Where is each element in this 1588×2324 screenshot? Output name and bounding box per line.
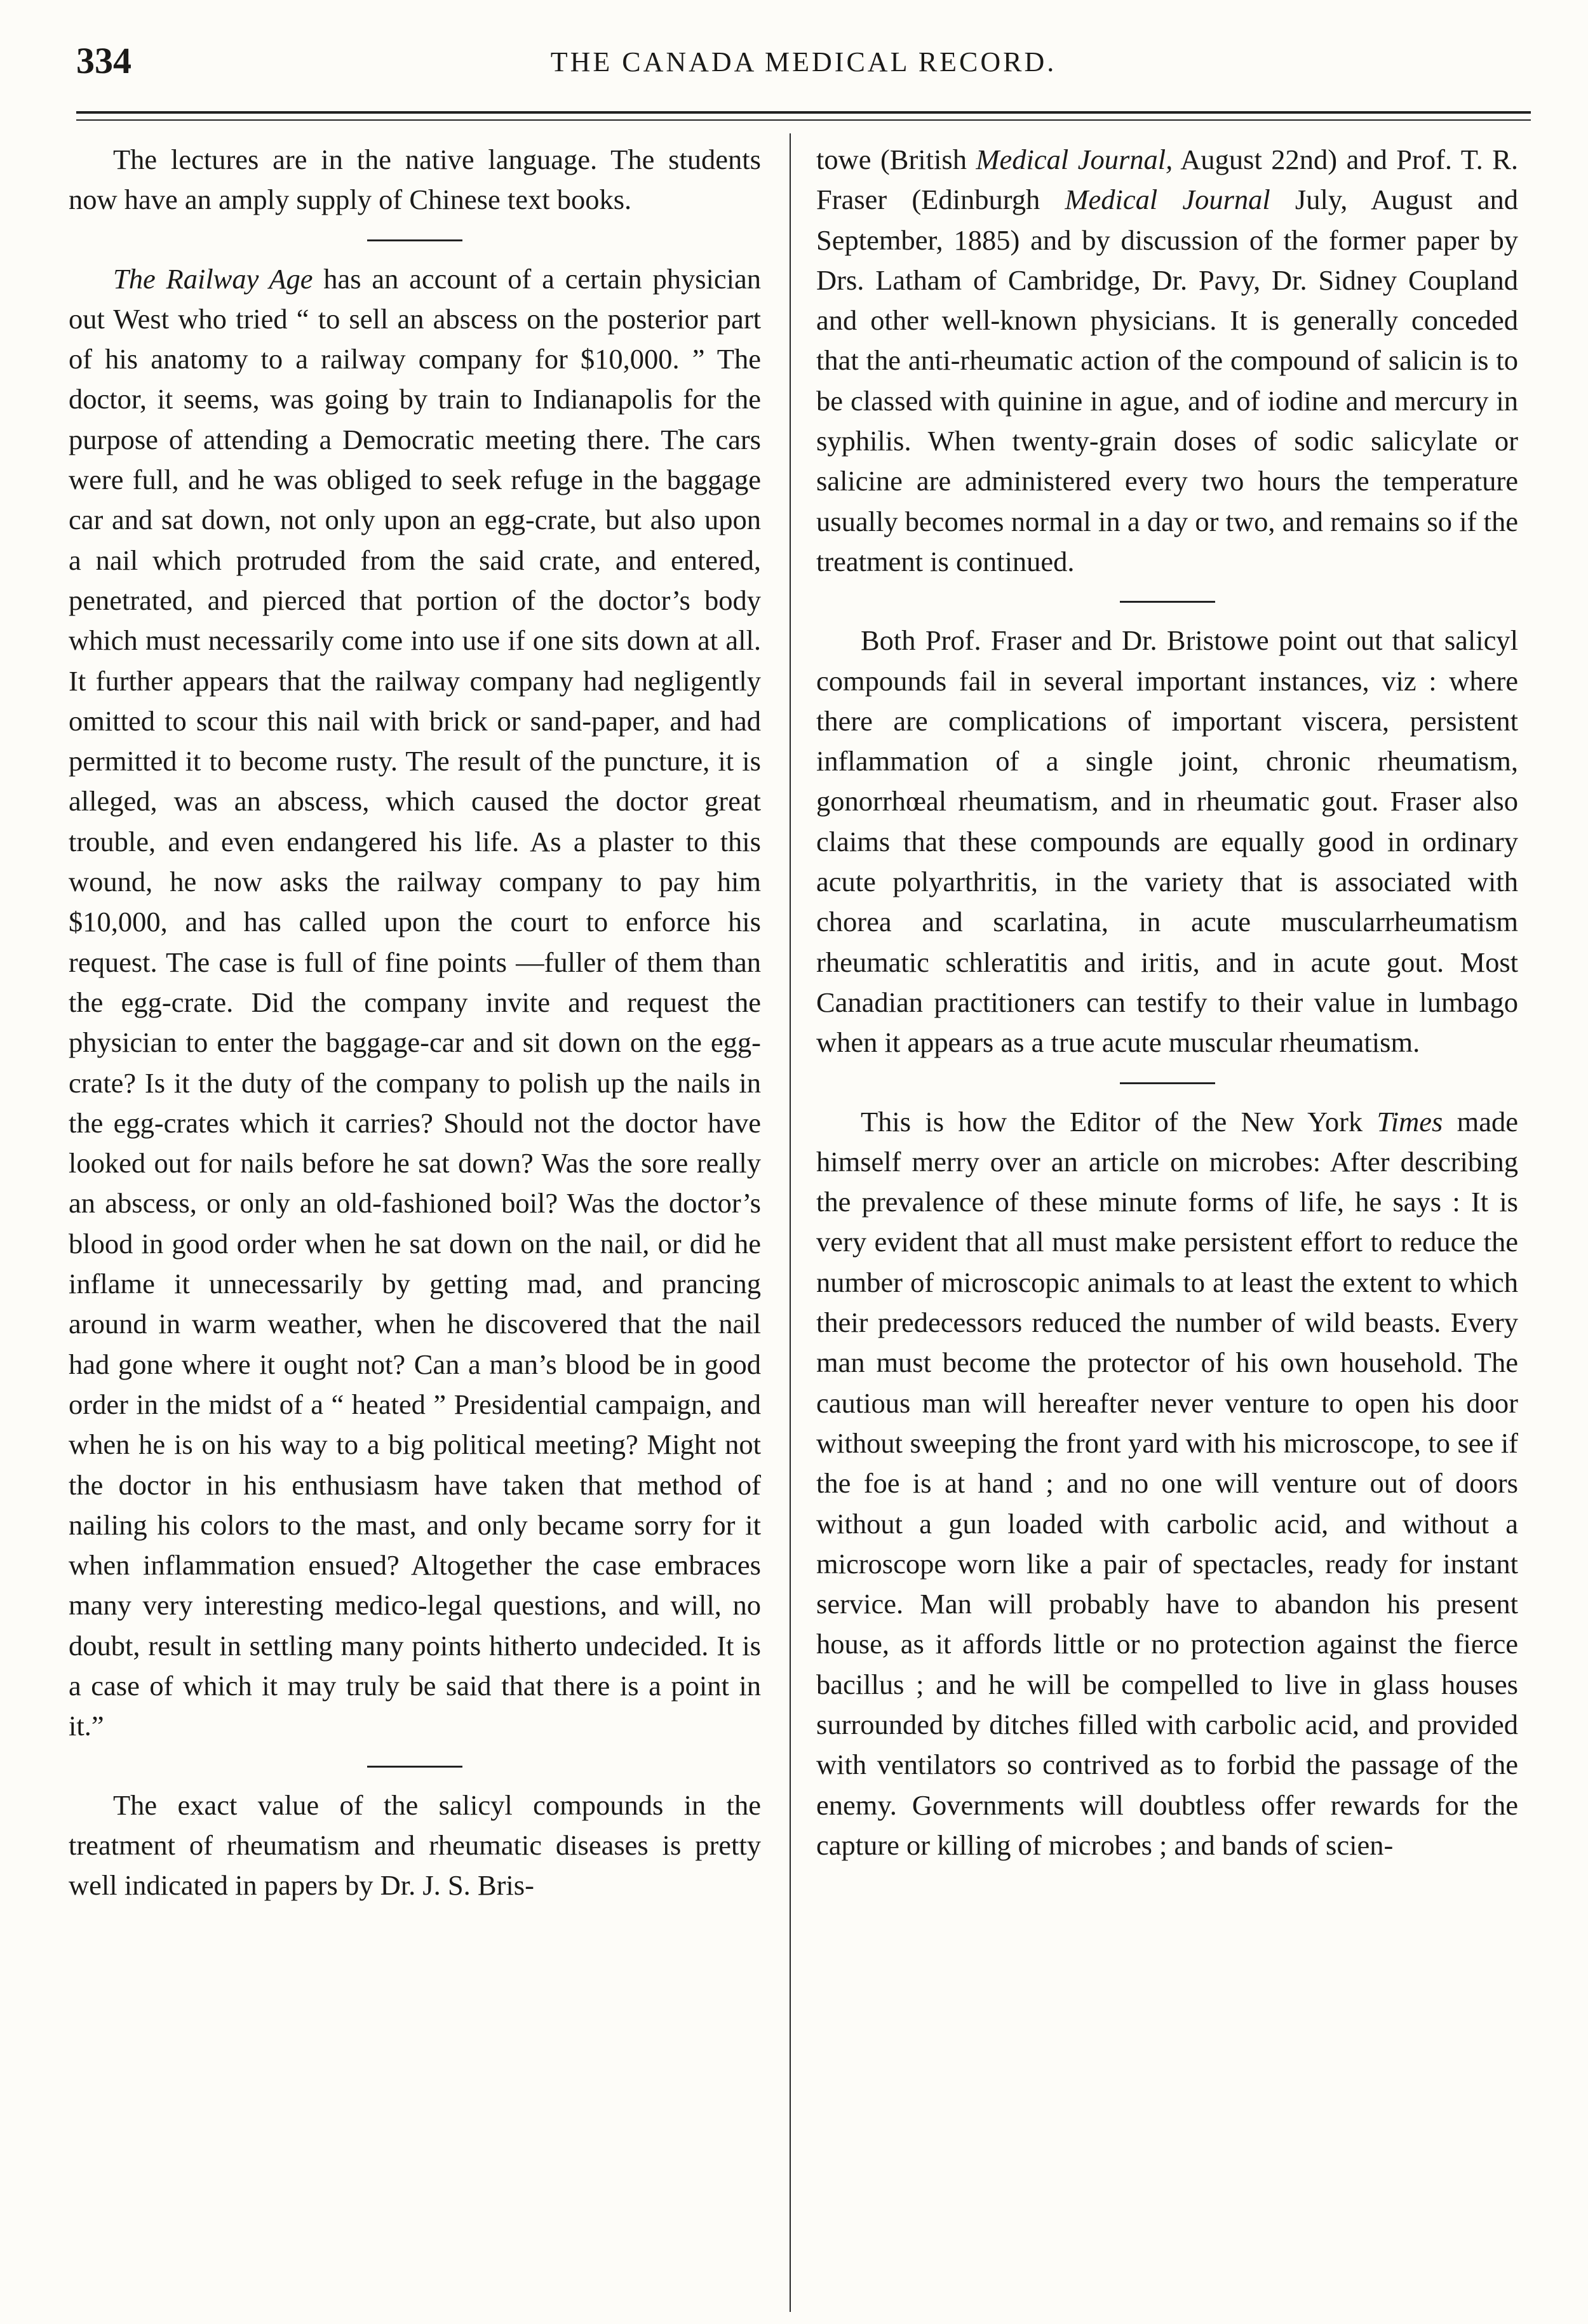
text-span: August 22nd) and Prof. T. R. Fraser (Edinburgh	[816, 144, 1519, 216]
page-header	[76, 39, 1531, 97]
newspaper-title: Times	[1376, 1105, 1443, 1138]
text-span: towe (British	[816, 144, 976, 175]
paragraph-salicyl-continued	[816, 140, 1518, 582]
paragraph-railway-abscess-body: has an account of a certain physician out West who tried “ to sell an abscess on the posterior part of his anatomy to a railway company for $10,000. ” The doctor, it seems, was going by train to Indianapolis for the purpose of attending a Democratic meeting there. The cars were full, and he was obliged to seek refuge in the baggage car and sat down, not only upon an egg-crate, but also upon a nail which protruded from the said crate, and entered, penetrated, and pierced that portion of the doctor’s body which must necessarily come into use if one sits down at all. It further appears that the railway company had negligently omitted to scour this nail with brick or sand-paper, and had permitted it to become rusty. The result of the puncture, it is alleged, was an abscess, which caused the doctor great trouble, and even endangered his life. As a plaster to this wound, he now asks the railway company to pay him $10,000, and has called upon the court to enforce his request. The case is full of fine points —fuller of them than the egg-crate. Did the company invite and request the physician to enter the baggage-car and sit down on the egg-crate? Is it the duty of the company to polish up the nails in the egg-crates which it carries? Should not the doctor have looked out for nails before he sat down? Was the sore really an abscess, or only an old-fashioned boil? Was the doctor’s blood in good order when he sat down on the nail, or did he inflame it unnecessarily by getting mad, and prancing around in warm weather, when he discovered that the nail had gone where it ought not? Can a man’s blood be in good order in the midst of a “ heated ” Presidential campaign, and when he is on his way to a big political meeting? Might not the doctor in his enthusiasm have taken that method of nailing his colors to the mast, and only became sorry for it when inflammation ensued? Altogether the case embraces many very interesting medico-legal questions, and will, no doubt, result in settling many points hitherto undecided. It is a case of which it may truly be said that there is a point in it.”	[69, 262, 761, 1742]
text-span: made himself merry over an article on microbes: After describing the prevalence of these minute forms of life, he says : It is very evident that all must make persistent effort to reduce the number of microscopic animals to at least the extent to which their predecessors reduced the number of wild beasts. Every man must become the protector of his own household. The cautious man will hereafter never venture to open his door without sweeping the front yard with his microscope, to see if the foe is at hand ; and no one will venture out of doors without a gun loaded with carbolic acid, and without a microscope worn like a pair of spectacles, ready for instant service. Man will probably have to abandon his present house, as it affords little or no protection against the fierce bacillus ; and he will be compelled to live in glass houses surrounded by ditches filled with carbolic acid, and provided with ventilators so contrived as to forbid the passage of the enemy. Governments will doubtless offer rewards for the capture or killing of microbes ; and bands of scien-	[816, 1105, 1518, 1861]
journal-title: Medical Journal,	[976, 144, 1173, 175]
section-divider	[1120, 1082, 1215, 1084]
column-divider	[790, 133, 791, 2312]
paragraph-microbes	[816, 1102, 1518, 1866]
paragraph-salicyl-failures: Both Prof. Fraser and Dr. Bristowe point out that salicyl compounds fail in several important instances, viz : where there are complications of important viscera, persistent inflammation of a single joint, chronic rheumatism, gonorrhœal rheumatism, and in rheumatic gout. Fraser also claims that these compounds are equally good in ordinary acute polyarthritis, in the variety that is associated with chorea and scarlatina, in acute muscularrheumatism rheumatic schleratitis and iritis, and in acute gout. Most Canadian practitioners can testify to their value in lumbago when it appears as a true acute muscular rheumatism.	[816, 624, 1518, 1059]
paragraph-salicyl-intro: The exact value of the salicyl compounds in the treatment of rheumatism and rheumatic diseases is pretty well indicated in papers by Dr. J. S. Bris-	[69, 1789, 761, 1902]
section-divider	[1120, 601, 1215, 603]
right-column	[816, 140, 1518, 1865]
publication-title: The Railway Age	[113, 262, 313, 295]
journal-title: Medical Journal	[1065, 184, 1270, 216]
paragraph-chinese-textbooks: The lectures are in the native language. The students now have an amply supply of Chinese text books.	[69, 144, 761, 216]
header-rule-thin	[76, 119, 1531, 121]
left-column	[69, 140, 761, 1905]
text-span: July, August and September, 1885) and by discussion of the former paper by Drs. Latham of Cambridge, Dr. Pavy, Dr. Sidney Coupland and other well-known physicians. It is generally conceded that the anti-rheumatic action of the compound of salicin is to be classed with quinine in ague, and of iodine and mercury in syphilis. When twenty-grain doses of sodic salicylate or salicine are administered every two hours the temperature usually becomes normal in a day or two, and remains so if the treatment is continued.	[816, 184, 1519, 577]
page-number: 334	[76, 40, 131, 81]
running-title: THE CANADA MEDICAL RECORD.	[550, 46, 1057, 77]
header-rule-thick	[76, 111, 1531, 114]
section-divider	[367, 239, 462, 241]
section-divider	[367, 1766, 462, 1768]
text-span: This is how the Editor of the New York	[861, 1105, 1377, 1138]
paragraph-railway-abscess	[69, 259, 761, 1747]
